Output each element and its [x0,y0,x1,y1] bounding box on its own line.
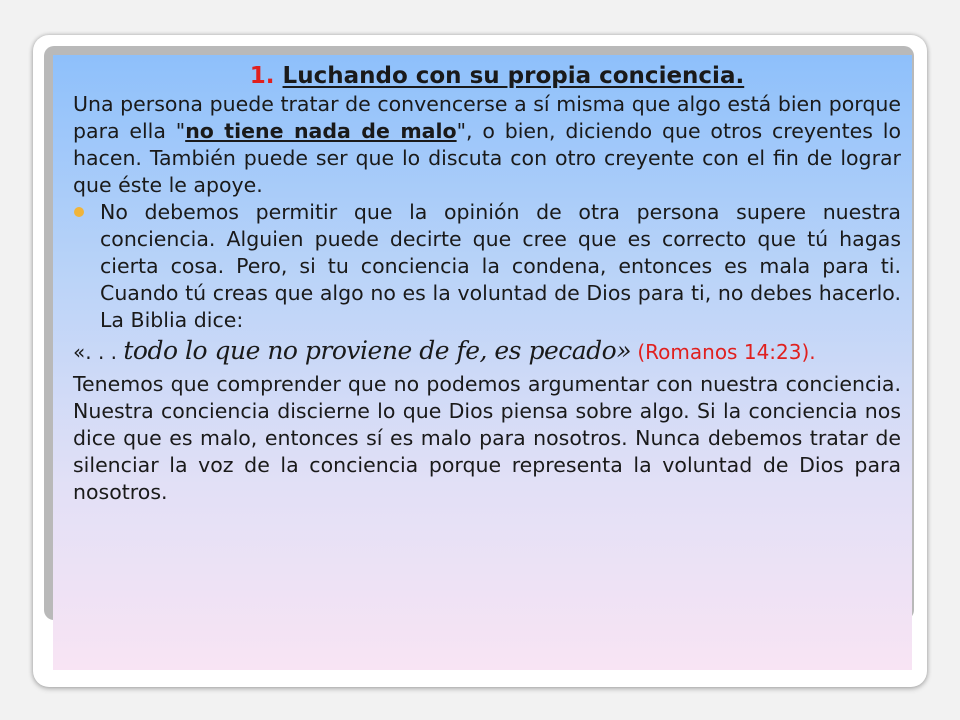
slide-canvas [53,55,912,670]
quote-text: todo lo que no proviene de fe, es pecado» [123,336,632,365]
intro-paragraph [73,91,901,199]
closing-paragraph: Tenemos que comprender que no podemos argumentar con nuestra conciencia. Nuestra conciencia discierne lo que Dios piensa sobre algo. Si la conciencia nos dice que es malo, entonces sí es malo para nosotros. Nunca debemos tratar de silenciar la voz de la conciencia porque representa la voluntad de Dios para nosotros. [73,372,901,504]
slide-title [93,61,901,91]
intro-text-before: Una persona puede tratar de convencerse a sí misma que algo está bien porque para ella " [73,92,901,143]
bullet-text: No debemos permitir que la opinión de otra persona supere nuestra conciencia. Alguien puede decirte que cree que es correcto que tú hagas cierta cosa. Pero, si tu conciencia la condena, entonces es mala para ti. Cuando tú creas que algo no es la voluntad de Dios para ti, no debes hacerlo. La Biblia dice: [100,200,901,332]
title-number: 1. [249,63,275,89]
slide-content [73,61,901,506]
quote-reference: (Romanos 14:23). [631,340,816,364]
scripture-quote [73,336,901,367]
quote-open: «. . . [73,340,124,364]
bullet-item [73,199,901,334]
title-text: Luchando con su propia conciencia. [282,63,745,89]
intro-text-after: ", o bien, diciendo que otros creyentes lo hacen. También puede ser que lo discuta con otro creyente con el fin de lograr que éste le apoye. [73,119,901,197]
bullet-dot-icon [74,207,84,217]
intro-emphasis: no tiene nada de malo [185,119,457,143]
